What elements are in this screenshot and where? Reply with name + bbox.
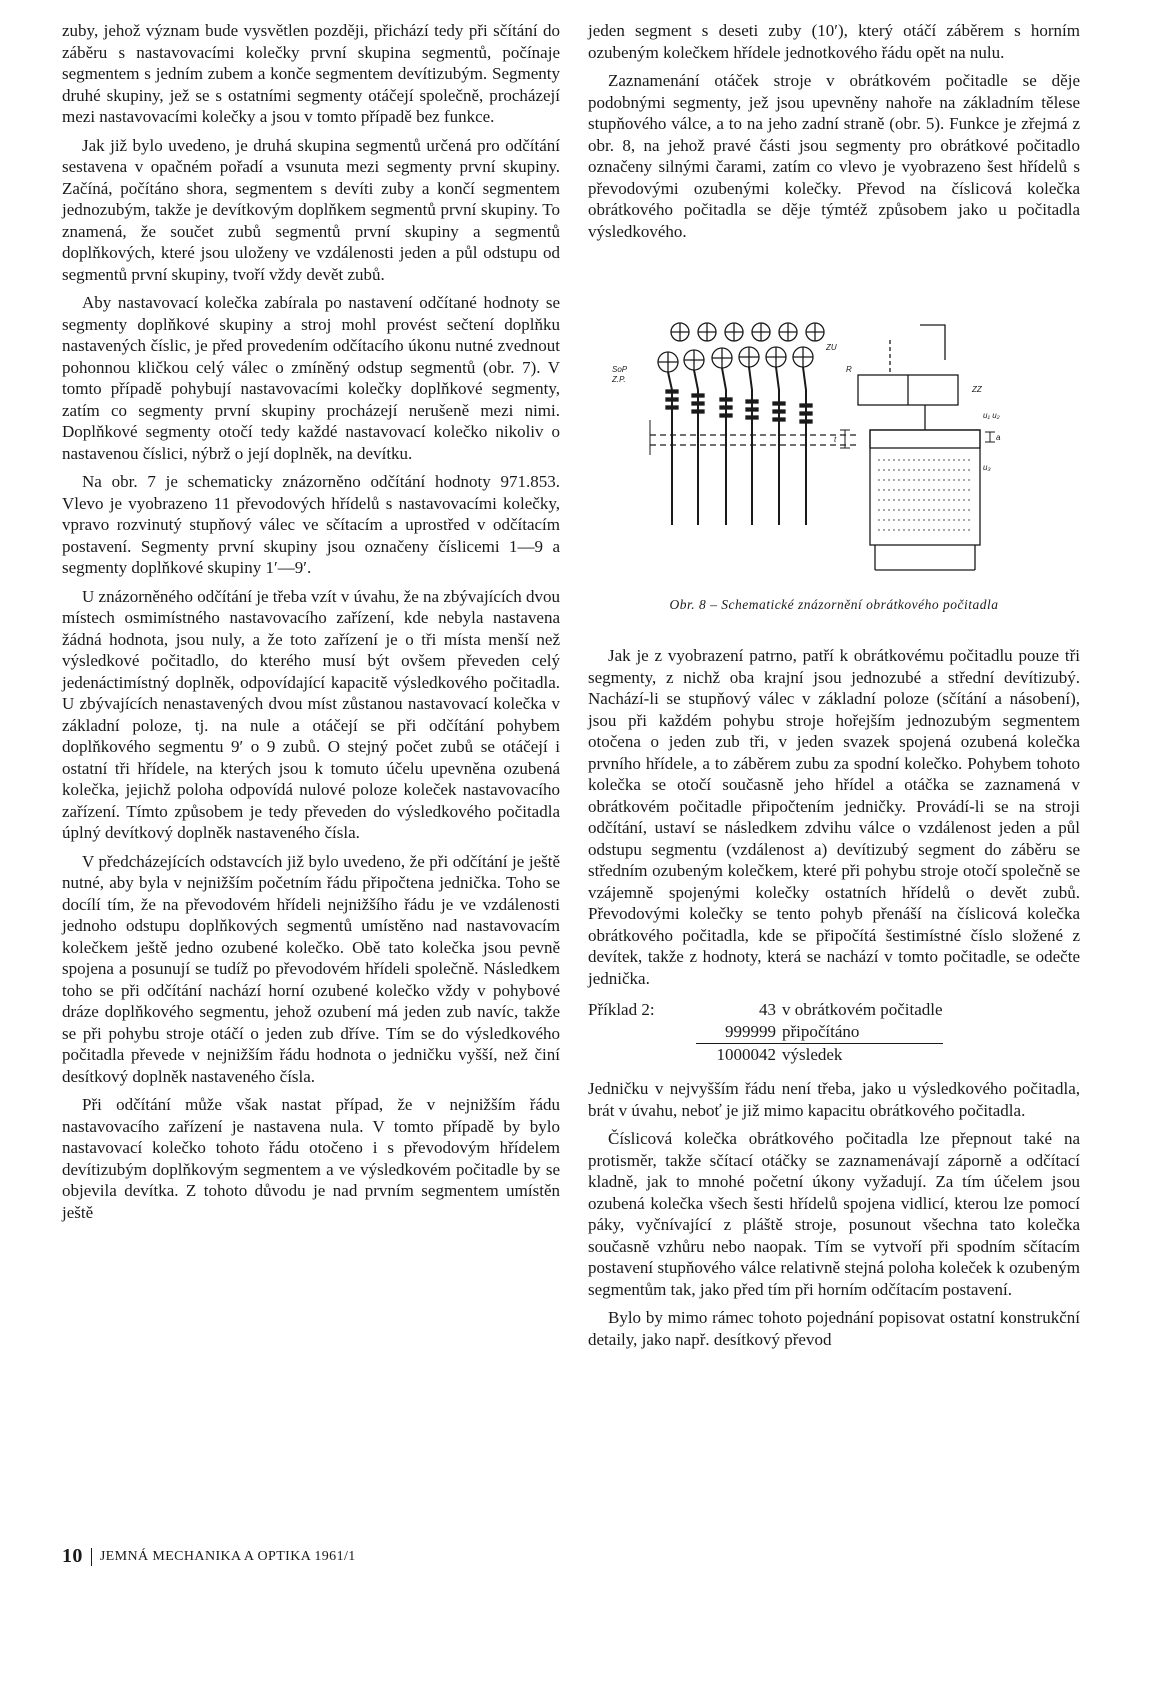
right-column-top <box>588 20 1080 249</box>
example-value: 43 <box>759 1000 776 1019</box>
example-label: Příklad 2: <box>588 1000 655 1019</box>
label-sop: SoP <box>612 365 628 374</box>
paragraph: Číslicová kolečka obrátkového počitadla lze přepnout také na protisměr, takže sčítací otáčky se zaznamenávají záporně a odčítací kladně, jak to mnohé početní úkony vyžadují. Za tím účelem jsou ozubená kolečka všech šesti hřídelů spojena vidlicí, kterou lze pomocí páky, vyčnívající z pláště stroje, posunout všechna tato kolečka současně vzhůru nebo naopak. Tím se vytvoří při spodním sčítacím postavení stupňového válce relativně stejná poloha koleček k ozubeným segmentům tak, jako před tím při horním odčítacím postavení. <box>588 1129 1080 1299</box>
figure-obr-8-diagram <box>612 320 1030 585</box>
example-2 <box>588 999 1080 1066</box>
dimension-marks <box>650 420 995 455</box>
page-number: 10 <box>62 1545 83 1567</box>
top-wheel-row <box>671 323 824 341</box>
transmission-shafts <box>668 367 806 525</box>
label-zz: ZZ <box>972 385 982 394</box>
drum-teeth-grid <box>878 460 972 530</box>
example-text: připočítáno <box>782 1022 860 1041</box>
label-zp: Z.P. <box>612 375 626 384</box>
example-table <box>588 999 943 1066</box>
label-u1u2: u₁ u₂ <box>983 411 1000 420</box>
left-column <box>62 20 560 1230</box>
journal-title: JEMNÁ MECHANIKA A OPTIKA 1961/1 <box>99 1548 356 1564</box>
segment-lines <box>650 435 860 445</box>
label-r: R <box>846 365 852 374</box>
paragraph: Na obr. 7 je schematicky znázorněno odčítání hodnoty 971.853. Vlevo je vyobrazeno 11 převodových hřídelů s nastavovacími kolečky, vpravo rozvinutý stupňový válec ve sčítacím a uprostřed v odčítacím postavení. Segmenty první skupiny jsou označeny číslicemi 1—9 a segmenty doplňkové skupiny 1′—9′. <box>62 472 560 577</box>
stepped-drum <box>858 325 980 570</box>
paragraph: Při odčítání může však nastat případ, že v nejnižším řádu nastavovacího zařízení je nastavena nula. V tomto případě by bylo nastavovací kolečko tohoto řádu otočeno i s převodovým hřídelem devítizubým doplňkovým segmentem a ve výsledkovém počitadle by se objevila devítka. Z tohoto důvodu je nad prvním segmentem umístěn ještě <box>62 1095 560 1222</box>
shaft-wheel-row <box>658 347 813 372</box>
example-result-value: 1000042 <box>696 1044 782 1067</box>
example-text: v obrátkovém počitadle <box>782 1000 943 1019</box>
paragraph: U znázorněného odčítání je třeba vzít v úvahu, že na zbývajících dvou místech osmimístného nastavovacího zařízení, kde nebyla nastavena žádná hodnota, jsou nuly, a že toto zařízení je o tři místa menší než výsledkové počitadlo, do kterého musí být ovšem převeden celý jedenáctimístný doplněk, odpovídající kapacitě výsledkového počitadla. U zbývajících nenastavených dvou míst zůstanou nastavovací kolečka v základní poloze, tj. na nule a otáčejí se při odčítání pohybem doplňkového segmentu 9′ o 9 zubů. O stejný počet zubů se otáčejí i ostatní tři hřídele, na kterých jsou k tomuto účelu upevněna ozubená kolečka, jejichž poloha odpovídá nulové poloze koleček nastavovacího zařízení. Tímto způsobem je tedy převeden do výsledkového počitadla úplný devítkový doplněk nastaveného čísla. <box>62 586 560 842</box>
label-u3: u₃ <box>983 463 991 472</box>
paragraph: Aby nastavovací kolečka zabírala po nastavení odčítané hodnoty se segmenty doplňkové skupiny a stroj mohl provést sečtení doplňku nastavených číslic, je před provedením odčítacího úkonu nutné zvednout pohonnou kličkou celý válec o zmíněný odstup segmentů (obr. 7). V tomto případě pohybují nastavovacími kolečky doplňkové segmenty, zatím co segmenty první skupiny procházejí nerušeně mezi nimi. Doplňkové segmenty otočí tedy každé nastavovací kolečko nikoliv o nastavenou číslici, nýbrž o její doplněk, na devítku. <box>62 293 560 463</box>
example-result-text: výsledek <box>782 1044 943 1067</box>
label-zu: ZU <box>826 343 837 352</box>
example-value: 999999 <box>725 1022 776 1041</box>
right-column-bottom <box>588 645 1080 1357</box>
label-t: t <box>834 435 837 444</box>
paragraph: V předcházejících odstavcích již bylo uvedeno, že při odčítání je ještě nutné, aby byla v nejnižším početním řádu připočtena jednička. Toho se docílí tím, že na převodovém hřídeli nejnižšího řádu je ve vzdálenosti jednoho odstupu doplňkových segmentů umístěno nad nastavovacím kolečkem ještě jedno ozubené kolečko. Obě tato kolečka jsou pevně spojena a posunují se tudíž po převodovém hřídeli společně. Následkem toho se při odčítání nachází horní ozubené kolečko vždy v pohybové dráze doplňkového segmentu, jehož ozubení má jeden zub navíc, takže se při pohybu stroje otáčí o jeden zub dříve. Tím se do výsledkového počitadla převede v nejnižším řádu hodnota o jedničku vyšší, než činí desítkový doplněk nastaveného čísla. <box>62 851 560 1086</box>
paragraph: Jedničku v nejvyšším řádu není třeba, jako u výsledkového počitadla, brát v úvahu, neboť je již mimo kapacitu obrátkového počitadla. <box>588 1079 1080 1120</box>
paragraph: zuby, jehož význam bude vysvětlen později, přichází tedy při sčítání do záběru s nastavovacími kolečky první skupina segmentů, počínaje segmentem s jedním zubem a konče segmentem devítizubým. Segmenty druhé skupiny, jež se s ostatními segmenty otáčejí společně, procházejí mezi nastavovacími kolečky a jsou v tomto případě bez funkce. <box>62 21 560 126</box>
paragraph: Zaznamenání otáček stroje v obrátkovém počitadle se děje podobnými segmenty, jež jsou upevněny nahoře na základním tělese stupňového válce, a to na jeho zadní straně (obr. 5). Funkce je zřejmá z obr. 8, na jehož pravé části jsou segmenty pro obrátkové počitadlo označeny silnými čarami, zatím co vlevo je vyobrazeno šest hřídelů s převodovými ozubenými kolečky. Převod na číslicová kolečka obrátkového počitadla se děje týmtéž způsobem jako u počitadla výsledkového. <box>588 71 1080 241</box>
paragraph: jeden segment s deseti zuby (10′), který otáčí záběrem s horním ozubeným kolečkem hřídele jednotkového řádu opět na nulu. <box>588 21 1080 62</box>
counter-wheels <box>650 323 995 570</box>
label-a: a <box>996 433 1001 442</box>
page-footer <box>62 1545 356 1568</box>
paragraph: Jak je z vyobrazení patrno, patří k obrátkovému počitadlu pouze tři segmenty, z nichž oba krajní jsou jednozubé a střední devítizubý. Nachází-li se stupňový válec v základní poloze (sčítání a násobení), jsou při každém pohybu stroje hořejším jednozubým segmentem otočena o jeden zub tři, v jeden svazek spojená ozubená kolečka prvního hřídele, a to záběrem zubu za spodní kolečko. Pohybem tohoto kolečka se otočí současně jeho hřídel a otáčka se zaznamená v obrátkovém počitadle připočtením jedničky. Provádí-li se na stroji odčítání, ustaví se následkem zdvihu válce o vzdálenost jeden a půl odstupu segmentu (vzdálenost a) devítizubý segment do záběru se středním ozubeným kolečkem, které při pohybu stroje otočí společně se vzájemně spojenými kolečky ostatních hřídelů o devět zubů. Převodovými kolečky se tento pohyb přenáší na číslicová kolečka obrátkového počitadla, kde se připočítá šestimístné číslo složené z devítek, takže z hodnoty, která se nachází v tomto počitadle, se odečte jednička. <box>588 646 1080 988</box>
paragraph: Jak již bylo uvedeno, je druhá skupina segmentů určená pro odčítání sestavena v opačném pořadí a vsunuta mezi segmenty první skupiny. Začíná, počítáno shora, segmentem s devíti zuby a končí segmentem jednozubým, takže je devítkovým doplňkem segmentů první skupiny. To znamená, že součet zubů segmentů první skupiny a segmentů doplňkových, které jsou uloženy ve vzdálenosti jeden a půl odstupu od segmentů první skupiny, tvoří vždy devět zubů. <box>62 135 560 284</box>
figure-caption: Obr. 8 – Schematické znázornění obrátkového počitadla <box>669 597 999 612</box>
gear-stacks <box>666 390 812 423</box>
paragraph: Bylo by mimo rámec tohoto pojednání popisovat ostatní konstrukční detaily, jako např. desítkový převod <box>588 1308 1080 1349</box>
footer-divider <box>91 1548 92 1566</box>
